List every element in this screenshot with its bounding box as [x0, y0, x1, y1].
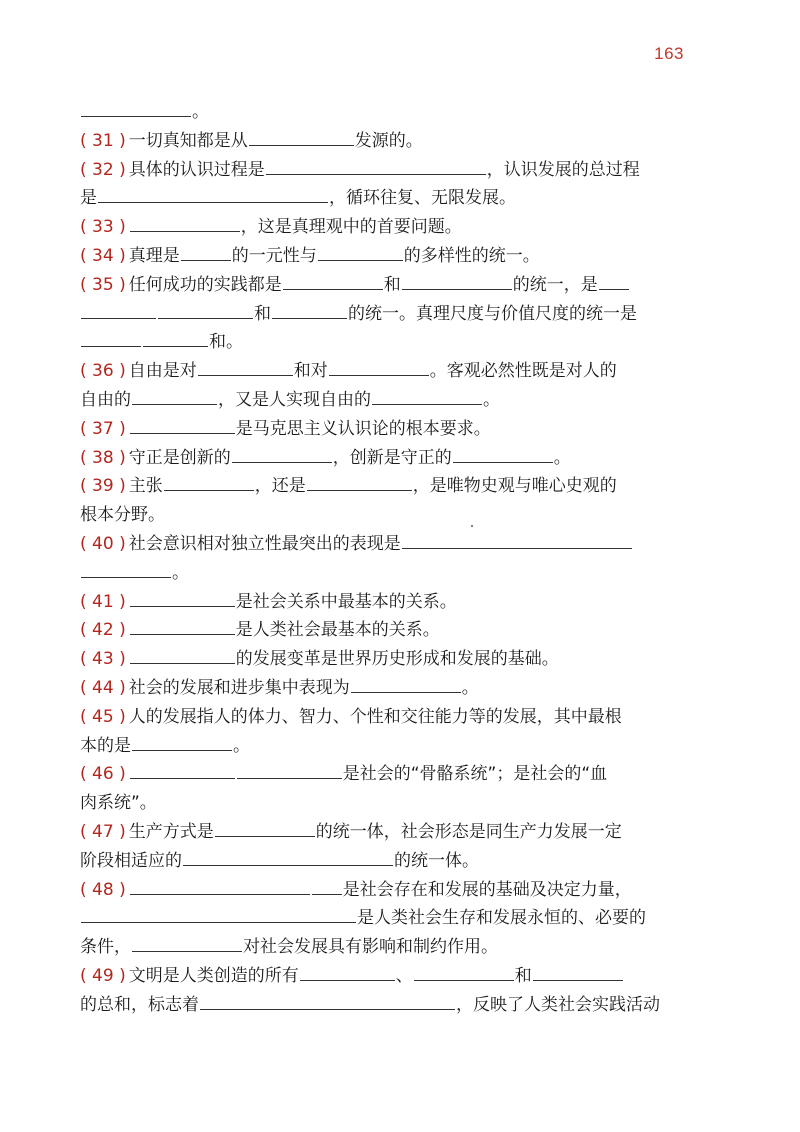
- answer-blank[interactable]: [402, 531, 632, 549]
- question-number: ( 37 ): [80, 418, 126, 439]
- question-number: ( 48 ): [80, 879, 126, 900]
- text-line: [80, 328, 670, 356]
- sentence-text: 发源的。: [354, 130, 423, 151]
- answer-blank[interactable]: [164, 473, 254, 491]
- sentence-text: 主张: [128, 476, 163, 497]
- answer-blank[interactable]: [266, 157, 486, 175]
- sentence-text: 。: [192, 102, 209, 122]
- sentence-text: 。: [483, 389, 500, 410]
- sentence-text: 和对: [293, 361, 328, 382]
- sentence-text: ，又是人实现自由的: [218, 389, 371, 410]
- question-number: ( 42 ): [80, 620, 126, 641]
- sentence-text: 一切真知都是从: [128, 130, 248, 151]
- sentence-text: 肉系统”。: [80, 793, 157, 814]
- sentence-text: 的统一体，社会形态是同生产力发展一定: [315, 821, 622, 842]
- text-line: [80, 933, 670, 961]
- text-line: [80, 184, 670, 212]
- answer-blank[interactable]: [81, 99, 191, 117]
- sentence-text: 是: [80, 188, 97, 209]
- sentence-text: 的统一。真理尺度与价值尺度的统一是: [348, 303, 637, 324]
- answer-blank[interactable]: [183, 848, 393, 866]
- question-number: ( 32 ): [80, 159, 126, 180]
- answer-blank[interactable]: [312, 877, 342, 895]
- text-line: [80, 300, 670, 328]
- question-number: ( 49 ): [80, 965, 126, 986]
- answer-blank[interactable]: [237, 761, 342, 779]
- sentence-text: 阶段相适应的: [80, 850, 182, 871]
- sentence-text: ，还是: [254, 476, 306, 497]
- answer-blank[interactable]: [130, 761, 235, 779]
- text-line: [80, 386, 670, 414]
- sentence-text: 本的是: [80, 735, 131, 756]
- text-line: [80, 962, 670, 990]
- question-number: ( 33 ): [80, 217, 126, 238]
- answer-blank[interactable]: [599, 272, 629, 290]
- sentence-text: 社会的发展和进步集中表现为: [128, 677, 350, 698]
- question-number: ( 46 ): [80, 764, 126, 785]
- sentence-text: 是马克思主义认识论的根本要求。: [235, 418, 491, 439]
- text-line: [80, 760, 670, 788]
- text-line: [80, 876, 670, 904]
- sentence-text: 的多样性的统一。: [403, 245, 540, 266]
- answer-blank[interactable]: [414, 963, 514, 981]
- text-line: [80, 703, 670, 731]
- answer-blank[interactable]: [200, 992, 455, 1010]
- answer-blank[interactable]: [132, 733, 232, 751]
- answer-blank[interactable]: [130, 589, 235, 607]
- text-line: [80, 444, 670, 472]
- text-line: [80, 904, 670, 932]
- sentence-text: 。: [553, 447, 571, 468]
- text-line: [80, 674, 670, 702]
- text-line: [80, 530, 670, 558]
- text-line: [80, 559, 670, 587]
- answer-blank[interactable]: [283, 272, 383, 290]
- text-line: [80, 847, 670, 875]
- sentence-text: 自由是对: [128, 361, 197, 382]
- answer-blank[interactable]: [81, 560, 171, 578]
- sentence-text: 的统一体。: [394, 850, 479, 871]
- answer-blank[interactable]: [158, 301, 253, 319]
- sentence-text: 。: [172, 562, 189, 583]
- answer-blank[interactable]: [249, 128, 354, 146]
- answer-blank[interactable]: [300, 963, 395, 981]
- sentence-text: 是人类社会生存和发展永恒的、必要的: [357, 908, 646, 929]
- text-line: [80, 991, 670, 1019]
- question-number: ( 40 ): [80, 533, 126, 554]
- answer-blank[interactable]: [318, 243, 403, 261]
- text-line: [80, 616, 670, 644]
- sentence-text: 的统一，是: [512, 274, 598, 295]
- text-line: [80, 271, 670, 299]
- sentence-text: 和: [209, 332, 226, 353]
- sentence-text: 自由的: [80, 389, 131, 410]
- sentence-text: 任何成功的实践都是: [128, 274, 282, 295]
- answer-blank[interactable]: [143, 329, 208, 347]
- question-number: ( 43 ): [80, 649, 126, 670]
- answer-blank[interactable]: [402, 272, 512, 290]
- page-number: 163: [654, 44, 684, 63]
- answer-blank[interactable]: [130, 877, 310, 895]
- text-line: [80, 156, 670, 184]
- sentence-text: ，这是真理观中的首要问题。: [240, 217, 462, 238]
- text-line: [80, 818, 670, 846]
- answer-blank[interactable]: [81, 905, 356, 923]
- text-line: [80, 472, 670, 500]
- sentence-text: 人的发展指人的体力、智力、个性和交往能力等的发展，其中最根: [128, 706, 622, 727]
- sentence-text: ，反映了人类社会实践活动: [456, 994, 660, 1015]
- answer-blank[interactable]: [453, 445, 553, 463]
- sentence-text: ，是唯物史观与唯心史观的: [412, 476, 617, 497]
- answer-blank[interactable]: [181, 243, 231, 261]
- text-line: [80, 501, 670, 529]
- answer-blank[interactable]: [329, 358, 429, 376]
- speck-mark: [471, 525, 473, 527]
- question-number: ( 41 ): [80, 591, 126, 612]
- answer-blank[interactable]: [98, 185, 328, 203]
- answer-blank[interactable]: [130, 416, 235, 434]
- answer-blank[interactable]: [372, 387, 482, 405]
- sentence-text: 是社会存在和发展的基础及决定力量，: [342, 879, 632, 900]
- answer-blank[interactable]: [132, 387, 217, 405]
- question-number: ( 36 ): [80, 361, 126, 382]
- text-line: [80, 588, 670, 616]
- answer-blank[interactable]: [272, 301, 347, 319]
- answer-blank[interactable]: [215, 819, 315, 837]
- question-number: ( 39 ): [80, 476, 126, 497]
- answer-blank[interactable]: [307, 473, 412, 491]
- sentence-text: 根本分野。: [80, 505, 165, 526]
- sentence-text: 。: [233, 735, 250, 756]
- sentence-text: ，循环往复、无限发展。: [329, 188, 516, 209]
- text-line: [80, 645, 670, 673]
- sentence-text: 真理是: [128, 245, 180, 266]
- question-number: ( 38 ): [80, 447, 126, 468]
- sentence-text: 守正是创新的: [128, 447, 231, 468]
- answer-blank[interactable]: [81, 301, 156, 319]
- sentence-text: ，创新是守正的: [332, 447, 452, 468]
- sentence-text: 和: [514, 965, 532, 986]
- text-line: [80, 242, 670, 270]
- text-line: [80, 357, 670, 385]
- question-number: ( 45 ): [80, 706, 126, 727]
- question-number: ( 44 ): [80, 677, 126, 698]
- question-number: ( 47 ): [80, 821, 126, 842]
- question-number: ( 34 ): [80, 245, 126, 266]
- question-number: ( 35 ): [80, 274, 126, 295]
- sentence-text: 。客观必然性既是对人的: [429, 361, 617, 382]
- answer-blank[interactable]: [132, 934, 242, 952]
- sentence-text: 条件，: [80, 937, 131, 958]
- sentence-text: 是人类社会最基本的关系。: [235, 620, 440, 641]
- sentence-text: 的发展变革是世界历史形成和发展的基础。: [235, 649, 559, 670]
- sentence-text: 、: [395, 965, 413, 986]
- answer-blank[interactable]: [130, 646, 235, 664]
- sentence-text: 。: [226, 332, 243, 353]
- text-line: [80, 415, 670, 443]
- text-line: [80, 98, 670, 126]
- sentence-text: 。: [461, 677, 479, 698]
- answer-blank[interactable]: [81, 329, 141, 347]
- answer-blank[interactable]: [130, 214, 240, 232]
- sentence-text: 具体的认识过程是: [128, 159, 265, 180]
- sentence-text: 和: [254, 303, 271, 324]
- sentence-text: 对社会发展具有影响和制约作用。: [243, 937, 498, 958]
- sentence-text: ，认识发展的总过程: [486, 159, 640, 180]
- sentence-text: 生产方式是: [128, 821, 214, 842]
- answer-blank[interactable]: [198, 358, 293, 376]
- answer-blank[interactable]: [232, 445, 332, 463]
- sentence-text: 社会意识相对独立性最突出的表现是: [128, 533, 401, 554]
- text-line: [80, 127, 670, 155]
- sentence-text: 的一元性与: [231, 245, 317, 266]
- text-line: [80, 789, 670, 817]
- question-number: ( 31 ): [80, 130, 126, 151]
- sentence-text: 是社会关系中最基本的关系。: [235, 591, 457, 612]
- answer-blank[interactable]: [130, 617, 235, 635]
- text-line: [80, 213, 670, 241]
- sentence-text: 的总和，标志着: [80, 994, 199, 1015]
- answer-blank[interactable]: [533, 963, 623, 981]
- sentence-text: 和: [383, 274, 401, 295]
- sentence-text: 文明是人类创造的所有: [128, 965, 299, 986]
- sentence-text: 是社会的“骨骼系统”；: [342, 764, 514, 785]
- answer-blank[interactable]: [351, 675, 461, 693]
- sentence-text: 是社会的“血: [513, 764, 608, 785]
- worksheet: [80, 98, 670, 1020]
- text-line: [80, 732, 670, 760]
